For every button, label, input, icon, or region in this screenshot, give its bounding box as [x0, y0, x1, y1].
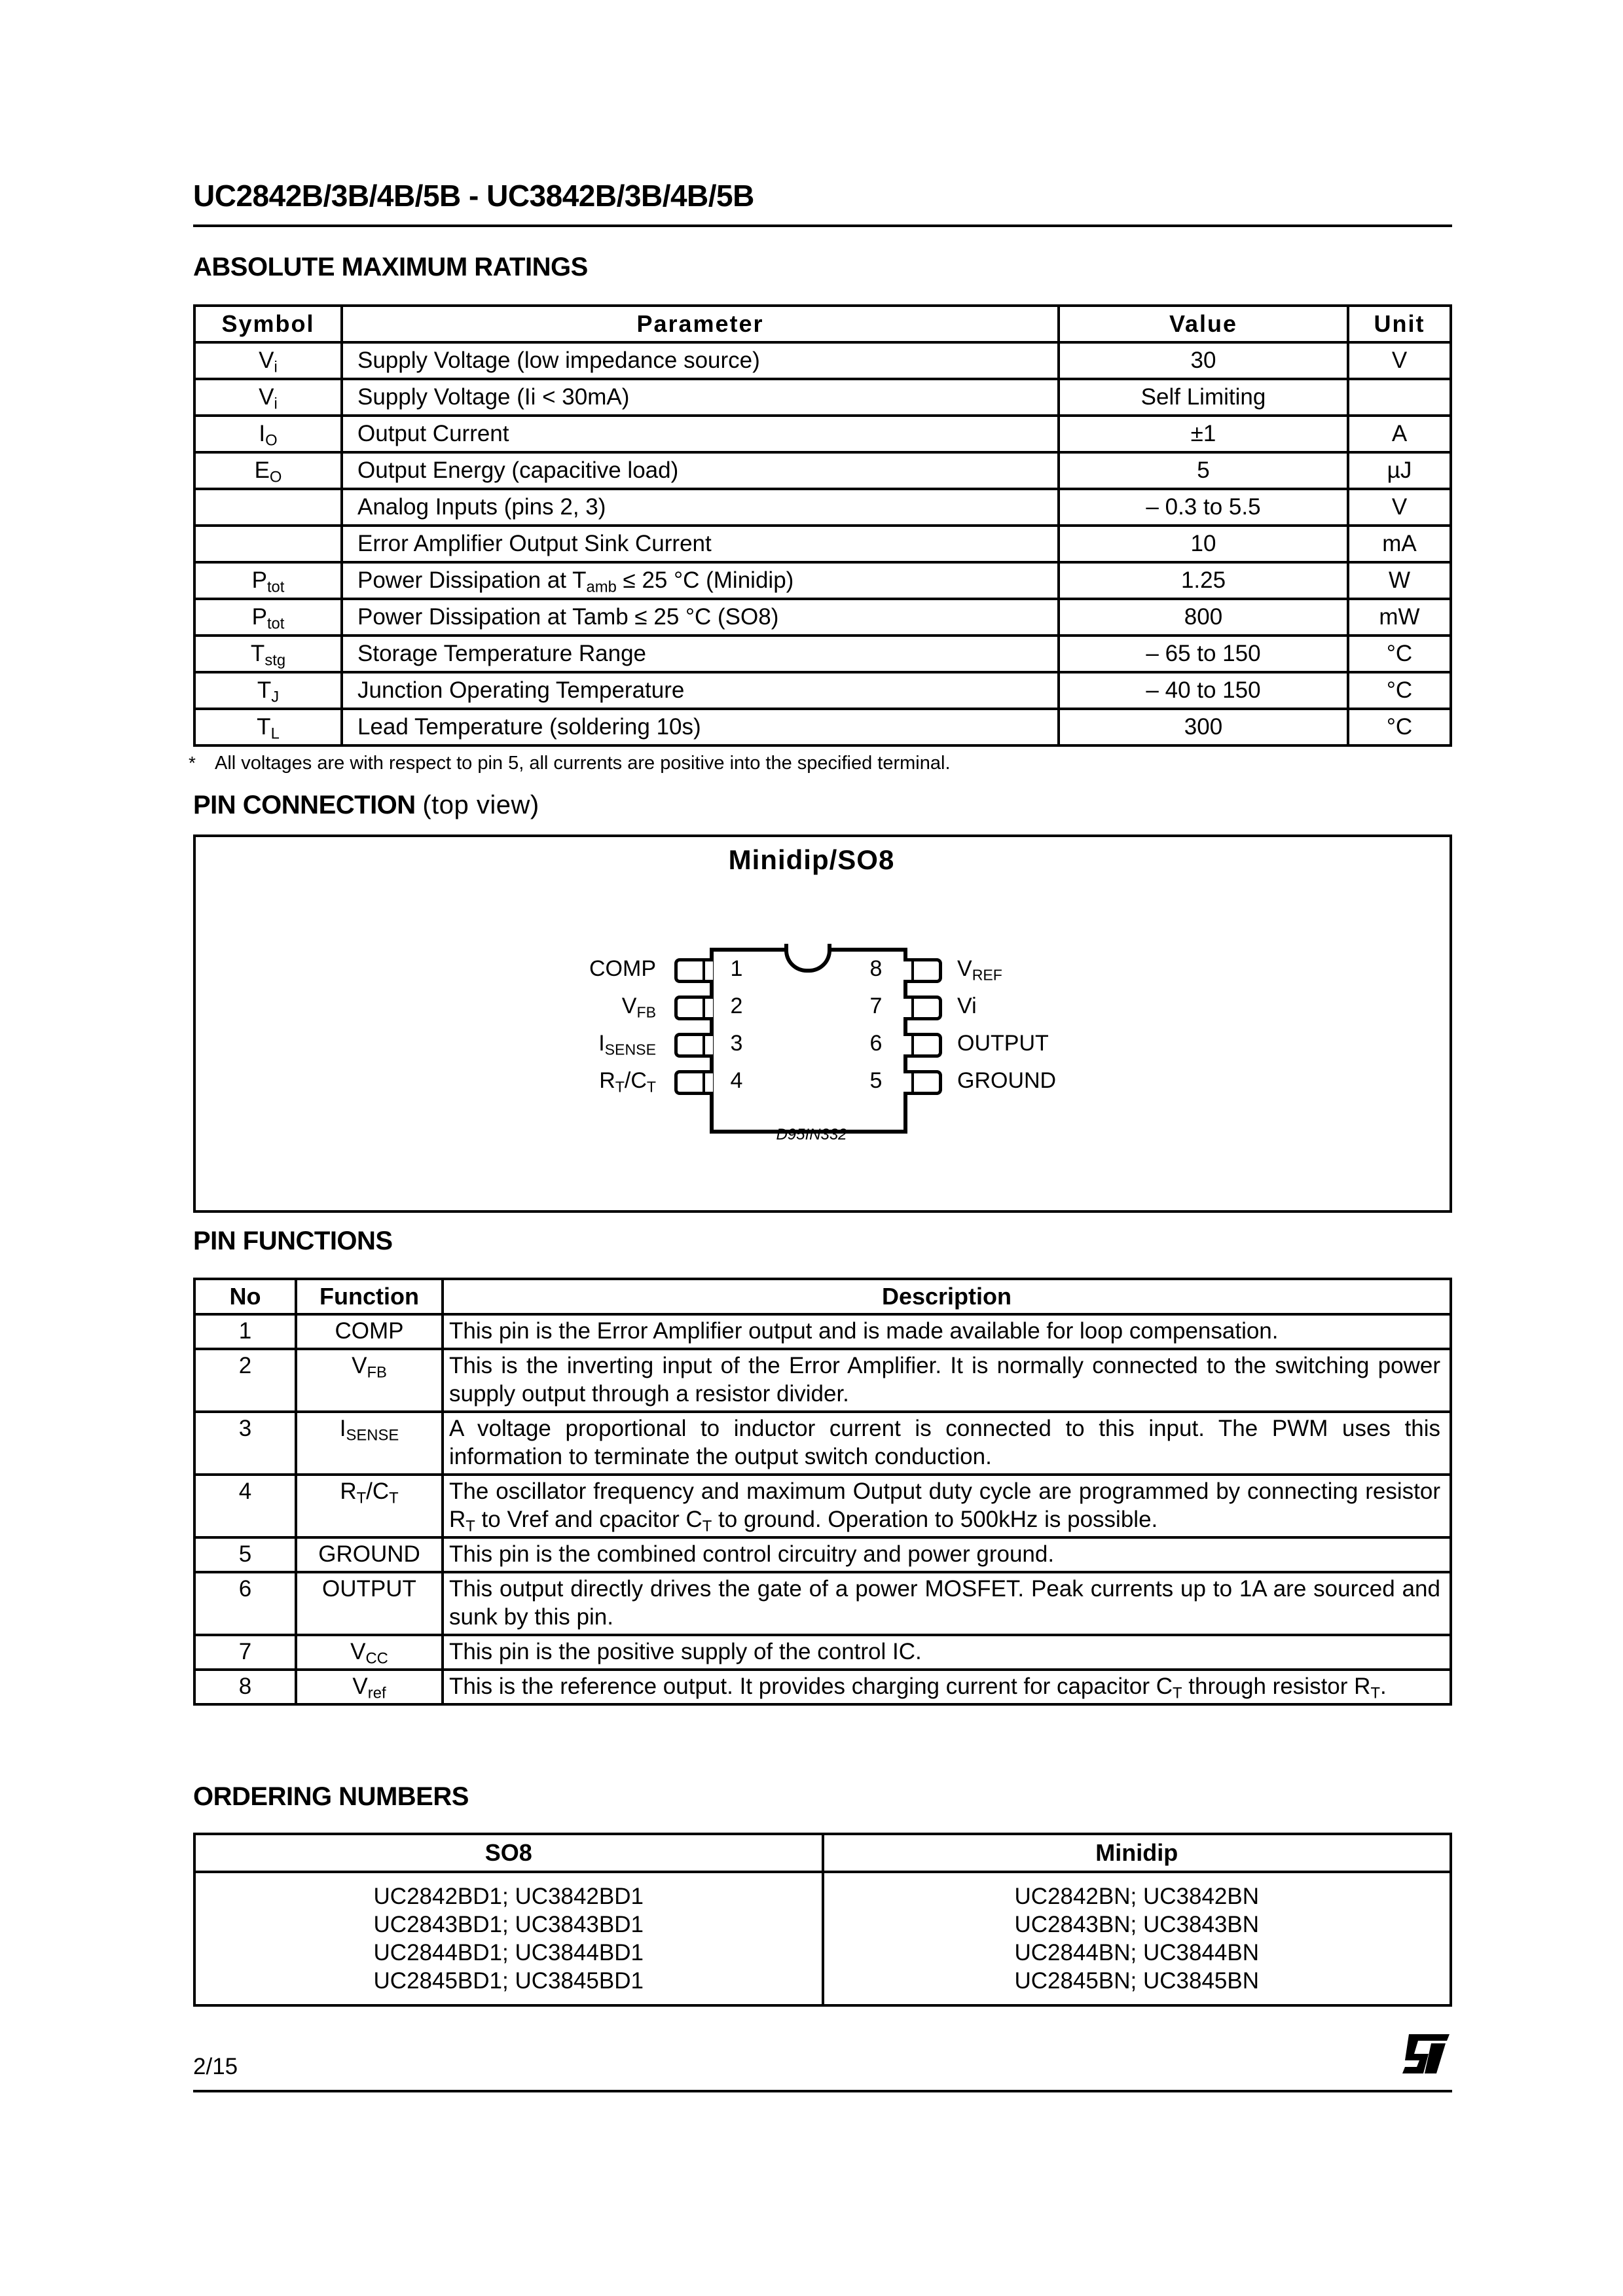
function-name: V — [352, 1353, 367, 1378]
description-text: through resistor R — [1182, 1674, 1371, 1699]
ordering-code: UC2842BD1; UC3842BD1 — [373, 1884, 644, 1909]
unit-cell: mW — [1348, 599, 1451, 636]
parameter-text: Supply Voltage (Ii < 30mA) — [357, 384, 630, 410]
drawing-code: D95IN332 — [776, 1126, 847, 1143]
footnote-marker: * — [189, 753, 196, 773]
pin-number-cell: 4 — [194, 1475, 296, 1537]
description-text: A voltage proportional to inductor current is connected to this input. The PWM uses this information to terminate the output switch conduction. — [449, 1416, 1440, 1469]
pin-label-text: V — [621, 994, 637, 1018]
function-cell — [296, 1314, 443, 1349]
function-cell — [296, 1412, 443, 1475]
function-name-subscript: T — [356, 1489, 367, 1507]
pin-number: 6 — [869, 1031, 883, 1056]
value-cell: 800 — [1059, 599, 1348, 636]
description-cell — [443, 1537, 1451, 1572]
table-header-row — [194, 1279, 1451, 1314]
table-row — [194, 709, 1451, 745]
parameter-cell — [342, 636, 1059, 672]
absolute-maximum-ratings-table — [193, 304, 1452, 747]
symbol: P — [251, 567, 267, 593]
pin-label — [957, 994, 977, 1019]
function-name-subscript: FB — [367, 1363, 387, 1382]
table-row — [194, 1635, 1451, 1670]
function-cell — [296, 1670, 443, 1704]
table-row — [194, 1475, 1451, 1537]
description-cell — [443, 1635, 1451, 1670]
table-row — [194, 416, 1451, 452]
function-name-subscript: T — [389, 1489, 399, 1507]
column-header-symbol: Symbol — [194, 306, 342, 342]
value-cell: – 0.3 to 5.5 — [1059, 489, 1348, 526]
value-cell: Self Limiting — [1059, 379, 1348, 416]
function-name: /C — [366, 1479, 390, 1504]
pin-label — [957, 956, 1002, 982]
pin-label-text: COMP — [589, 956, 656, 981]
unit-cell — [1348, 379, 1451, 416]
description-text: The oscillator frequency and maximum Output duty cycle are programmed by connecting resistor R — [449, 1479, 1440, 1532]
table-row — [194, 1537, 1451, 1572]
description-cell — [443, 1349, 1451, 1412]
pin-lead — [674, 1033, 713, 1058]
column-header-minidip: Minidip — [823, 1834, 1451, 1872]
ordering-numbers-table — [193, 1833, 1452, 2007]
symbol-subscript: O — [265, 431, 278, 450]
column-header-so8: SO8 — [194, 1834, 823, 1872]
function-name: GROUND — [318, 1541, 420, 1567]
description-text: . — [1379, 1674, 1387, 1699]
pin-label-text-subscript: REF — [972, 966, 1002, 984]
column-header-value: Value — [1059, 306, 1348, 342]
pin-label-text: V — [957, 956, 972, 981]
pin-number-cell: 7 — [194, 1635, 296, 1670]
symbol-cell — [194, 709, 342, 745]
pin-number-cell: 6 — [194, 1572, 296, 1635]
so8-ordering-codes — [194, 1872, 823, 2005]
section-title-pin-functions: PIN FUNCTIONS — [193, 1227, 393, 1255]
table-row — [194, 1349, 1451, 1412]
parameter-cell — [342, 416, 1059, 452]
symbol: V — [259, 384, 274, 410]
pin-functions-body — [194, 1314, 1451, 1704]
pin-label-text: /C — [624, 1068, 647, 1093]
ordering-code: UC2844BN; UC3844BN — [1014, 1940, 1259, 1965]
value-cell: 300 — [1059, 709, 1348, 745]
function-cell — [296, 1349, 443, 1412]
pin-number-cell: 8 — [194, 1670, 296, 1704]
parameter-subscript: amb — [586, 578, 617, 596]
parameter-cell — [342, 709, 1059, 745]
table-row — [194, 342, 1451, 379]
ordering-code: UC2845BD1; UC3845BD1 — [373, 1968, 644, 1994]
symbol-subscript: tot — [266, 615, 285, 633]
table-row — [194, 1872, 1451, 2005]
table-row — [194, 599, 1451, 636]
table-row — [194, 1572, 1451, 1635]
function-name: V — [350, 1639, 366, 1664]
symbol-cell — [194, 379, 342, 416]
function-name: V — [352, 1674, 368, 1699]
value-cell: – 40 to 150 — [1059, 672, 1348, 709]
pin-number-cell: 5 — [194, 1537, 296, 1572]
unit-cell: mA — [1348, 526, 1451, 562]
pin-label-text: Vi — [957, 994, 977, 1018]
parameter-text: Analog Inputs (pins 2, 3) — [357, 494, 606, 520]
pin-label-text-subscript: T — [646, 1078, 656, 1096]
symbol-cell — [194, 489, 342, 526]
column-header-description: Description — [443, 1279, 1451, 1314]
pin-number: 2 — [730, 994, 743, 1018]
ordering-code: UC2845BN; UC3845BN — [1014, 1968, 1259, 1994]
parameter-text: Output Current — [357, 421, 509, 446]
pin-label — [525, 1031, 656, 1056]
symbol: T — [257, 714, 271, 740]
symbol-cell — [194, 599, 342, 636]
symbol-subscript: L — [270, 725, 280, 743]
function-name-subscript: SENSE — [346, 1426, 399, 1444]
description-text: to Vref and cpacitor C — [475, 1507, 702, 1532]
description-cell — [443, 1670, 1451, 1704]
st-logo-icon — [1402, 2034, 1450, 2073]
parameter-text: Output Energy (capacitive load) — [357, 457, 679, 483]
page-number: 2/15 — [193, 2054, 238, 2079]
pin-lead — [903, 958, 942, 983]
footer-rule — [193, 2090, 1452, 2092]
pin-number: 1 — [730, 956, 743, 981]
symbol: T — [257, 677, 272, 703]
parameter-cell — [342, 452, 1059, 489]
parameter-text: Error Amplifier Output Sink Current — [357, 531, 712, 556]
symbol-cell — [194, 636, 342, 672]
symbol: V — [259, 348, 274, 373]
function-cell — [296, 1572, 443, 1635]
column-header-unit: Unit — [1348, 306, 1451, 342]
parameter-text: ≤ 25 °C (Minidip) — [616, 567, 794, 593]
parameter-cell — [342, 489, 1059, 526]
section-title-ordering-numbers: ORDERING NUMBERS — [193, 1782, 469, 1811]
symbol-cell — [194, 452, 342, 489]
function-name: COMP — [335, 1318, 404, 1344]
ordering-code: UC2843BD1; UC3843BD1 — [373, 1912, 644, 1937]
symbol-subscript: tot — [266, 578, 285, 596]
pin-number-cell: 1 — [194, 1314, 296, 1349]
pin-label-text-subscript: SENSE — [604, 1041, 656, 1058]
function-cell — [296, 1475, 443, 1537]
symbol: E — [254, 457, 270, 483]
table-row — [194, 1670, 1451, 1704]
symbol: I — [259, 421, 266, 446]
parameter-text: Junction Operating Temperature — [357, 677, 685, 703]
description-cell — [443, 1412, 1451, 1475]
description-text: This is the reference output. It provides charging current for capacitor C — [449, 1674, 1173, 1699]
table-row — [194, 379, 1451, 416]
pin-number: 8 — [869, 956, 883, 981]
parameter-text: Lead Temperature (soldering 10s) — [357, 714, 701, 740]
section-title-absolute-maximum-ratings: ABSOLUTE MAXIMUM RATINGS — [193, 253, 588, 281]
pin-number-cell: 2 — [194, 1349, 296, 1412]
footnote-text: All voltages are with respect to pin 5, all currents are positive into the specified terminal. — [215, 753, 951, 774]
pin-connection-title-suffix: (top view) — [422, 791, 539, 819]
description-subscript: T — [702, 1517, 712, 1535]
unit-cell: V — [1348, 342, 1451, 379]
pin-label — [525, 994, 656, 1019]
parameter-cell — [342, 672, 1059, 709]
symbol-cell — [194, 562, 342, 599]
table-row — [194, 636, 1451, 672]
value-cell: 10 — [1059, 526, 1348, 562]
pin-label-text: GROUND — [957, 1068, 1057, 1093]
value-cell: ±1 — [1059, 416, 1348, 452]
pin-lead — [903, 1033, 942, 1058]
value-cell: 1.25 — [1059, 562, 1348, 599]
pin-label-text-subscript: T — [615, 1078, 625, 1096]
function-name-subscript: ref — [367, 1684, 386, 1702]
pin-label — [957, 1031, 1049, 1056]
unit-cell: °C — [1348, 672, 1451, 709]
pin-label-text-subscript: FB — [636, 1003, 656, 1021]
unit-cell: °C — [1348, 636, 1451, 672]
pin-label-text: I — [598, 1031, 605, 1056]
parameter-text: Storage Temperature Range — [357, 641, 647, 666]
description-text: This output directly drives the gate of a power MOSFET. Peak currents up to 1A are sourced and sunk by this pin. — [449, 1576, 1440, 1630]
symbol-cell — [194, 672, 342, 709]
parameter-cell — [342, 379, 1059, 416]
description-cell — [443, 1572, 1451, 1635]
ordering-code: UC2843BN; UC3843BN — [1014, 1912, 1259, 1937]
symbol-cell — [194, 342, 342, 379]
document-title: UC2842B/3B/4B/5B - UC3842B/3B/4B/5B — [193, 179, 754, 213]
parameter-cell — [342, 562, 1059, 599]
pin-label — [957, 1068, 1056, 1094]
column-header-function: Function — [296, 1279, 443, 1314]
table-row — [194, 1314, 1451, 1349]
footnote — [189, 753, 951, 774]
symbol-subscript: stg — [264, 651, 286, 670]
function-cell — [296, 1635, 443, 1670]
function-cell — [296, 1537, 443, 1572]
parameter-cell — [342, 599, 1059, 636]
description-cell — [443, 1475, 1451, 1537]
table-row — [194, 562, 1451, 599]
pin-label-text: OUTPUT — [957, 1031, 1049, 1056]
description-cell — [443, 1314, 1451, 1349]
column-header-no: No — [194, 1279, 296, 1314]
value-cell: 5 — [1059, 452, 1348, 489]
description-text: to ground. Operation to 500kHz is possible. — [712, 1507, 1158, 1532]
symbol-subscript: i — [274, 358, 278, 376]
pin-lead — [674, 958, 713, 983]
symbol-cell — [194, 526, 342, 562]
symbol: P — [251, 604, 267, 630]
parameter-cell — [342, 526, 1059, 562]
pin-lead — [674, 1070, 713, 1095]
pin-lead — [903, 1070, 942, 1095]
function-name: OUTPUT — [322, 1576, 416, 1602]
minidip-ordering-codes — [823, 1872, 1451, 2005]
table-row — [194, 1412, 1451, 1475]
description-subscript: T — [1370, 1684, 1380, 1702]
pin-lead — [903, 996, 942, 1020]
function-name: R — [340, 1479, 357, 1504]
absolute-maximum-ratings-body — [194, 342, 1451, 745]
value-cell: 30 — [1059, 342, 1348, 379]
unit-cell: W — [1348, 562, 1451, 599]
pin-number: 7 — [869, 994, 883, 1018]
pin-label — [525, 956, 656, 982]
table-header-row — [194, 1834, 1451, 1872]
section-title-pin-connection — [193, 791, 539, 820]
description-text: This is the inverting input of the Error Amplifier. It is normally connected to the switching power supply output through a resistor divider. — [449, 1353, 1440, 1407]
function-name-subscript: CC — [365, 1649, 388, 1668]
description-subscript: T — [465, 1517, 475, 1535]
value-cell: – 65 to 150 — [1059, 636, 1348, 672]
unit-cell: V — [1348, 489, 1451, 526]
unit-cell: °C — [1348, 709, 1451, 745]
symbol: T — [250, 641, 265, 666]
package-title: Minidip/SO8 — [728, 844, 895, 875]
description-text: This pin is the combined control circuitry and power ground. — [449, 1541, 1055, 1567]
pin-number: 5 — [869, 1068, 883, 1093]
symbol-subscript: i — [274, 395, 278, 413]
pin-number: 4 — [730, 1068, 743, 1093]
description-subscript: T — [1172, 1684, 1182, 1702]
pin-connection-title: PIN CONNECTION — [193, 791, 416, 819]
table-row — [194, 452, 1451, 489]
symbol-subscript: J — [271, 688, 280, 706]
parameter-cell — [342, 342, 1059, 379]
symbol-subscript: O — [269, 468, 282, 486]
pin-label — [525, 1068, 656, 1094]
column-header-parameter: Parameter — [342, 306, 1059, 342]
symbol-cell — [194, 416, 342, 452]
ordering-code: UC2842BN; UC3842BN — [1014, 1884, 1259, 1909]
description-text: This pin is the Error Amplifier output and is made available for loop compensation. — [449, 1318, 1279, 1344]
table-header-row — [194, 306, 1451, 342]
pin-number: 3 — [730, 1031, 743, 1056]
pin-functions-table — [193, 1278, 1452, 1706]
header-rule — [193, 224, 1452, 227]
function-name: I — [339, 1416, 346, 1441]
table-row — [194, 672, 1451, 709]
parameter-text: Supply Voltage (low impedance source) — [357, 348, 760, 373]
pin-label-text: R — [599, 1068, 615, 1093]
ordering-code: UC2844BD1; UC3844BD1 — [373, 1940, 644, 1965]
pin-number-cell: 3 — [194, 1412, 296, 1475]
unit-cell: A — [1348, 416, 1451, 452]
parameter-text: Power Dissipation at T — [357, 567, 587, 593]
table-row — [194, 489, 1451, 526]
table-row — [194, 526, 1451, 562]
pin-lead — [674, 996, 713, 1020]
unit-cell: µJ — [1348, 452, 1451, 489]
description-text: This pin is the positive supply of the control IC. — [449, 1639, 922, 1664]
parameter-text: Power Dissipation at Tamb ≤ 25 °C (SO8) — [357, 604, 779, 630]
